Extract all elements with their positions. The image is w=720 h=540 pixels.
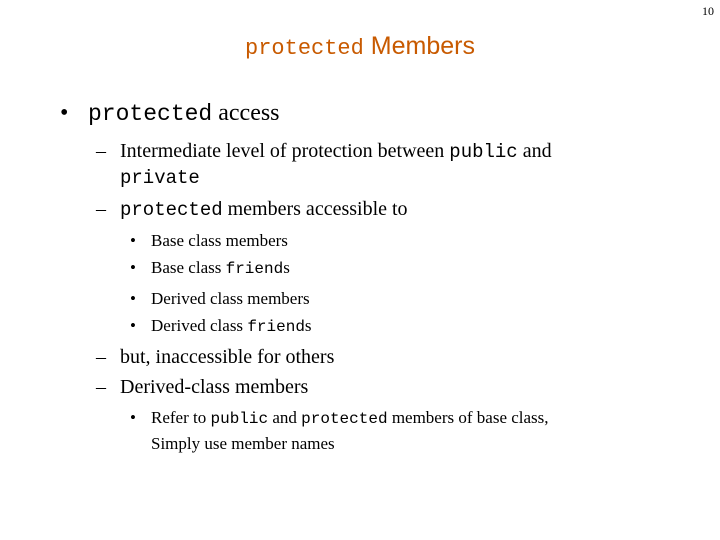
code-public: public (210, 410, 269, 428)
code-protected: protected (120, 199, 223, 221)
sub-bullet-text: members accessible to (222, 198, 408, 220)
sub-bullet-text: Derived-class members (120, 376, 309, 398)
code-protected: protected (88, 101, 213, 127)
list-item (130, 289, 310, 309)
bullet-marker: • (130, 231, 136, 250)
item-text: Base class members (151, 231, 288, 250)
bullet-marker: • (130, 316, 136, 335)
item-text: and (268, 408, 302, 427)
dash-marker: – (96, 198, 106, 220)
bullet-protected-access (60, 100, 280, 127)
item-suffix: s (304, 316, 312, 335)
sub-bullet-accessible (96, 198, 408, 221)
title-text: Members (363, 32, 475, 60)
bullet-marker: • (130, 289, 136, 308)
sub-bullet-text: but, inaccessible for others (120, 346, 335, 368)
title-code: protected (245, 36, 364, 61)
item-text: Derived class members (151, 289, 310, 308)
item-suffix: s (283, 258, 290, 277)
sub-bullet-inaccessible (96, 346, 334, 369)
list-item (130, 231, 288, 251)
item-text: Base class (151, 258, 226, 277)
list-item (130, 316, 312, 336)
code-friend: friend (247, 318, 305, 336)
dash-marker: – (96, 376, 106, 398)
sub-bullet-intermediate-continued (120, 166, 200, 189)
dash-marker: – (96, 346, 106, 368)
sub-bullet-text: and (517, 140, 552, 162)
dash-marker: – (96, 140, 106, 162)
slide-number: 10 (702, 4, 714, 18)
code-protected: protected (301, 410, 388, 428)
item-text: Refer to (151, 408, 211, 427)
list-item (130, 258, 290, 278)
sub-bullet-derived-class-members (96, 376, 308, 399)
item-text: Simply use member names (151, 434, 335, 453)
sub-bullet-intermediate (96, 140, 552, 163)
sub-bullet-text: Intermediate level of protection between (120, 140, 450, 162)
bullet-marker: • (130, 258, 136, 277)
code-friend: friend (225, 260, 284, 278)
item-text: members of base class, (387, 408, 549, 427)
bullet-marker: • (60, 100, 69, 126)
list-item (130, 408, 549, 428)
bullet-marker: • (130, 408, 136, 427)
slide-title (0, 32, 720, 61)
code-public: public (449, 141, 518, 163)
list-item-continued (151, 434, 335, 454)
bullet-text: access (212, 100, 280, 126)
code-private: private (120, 167, 200, 189)
item-text: Derived class (151, 316, 248, 335)
